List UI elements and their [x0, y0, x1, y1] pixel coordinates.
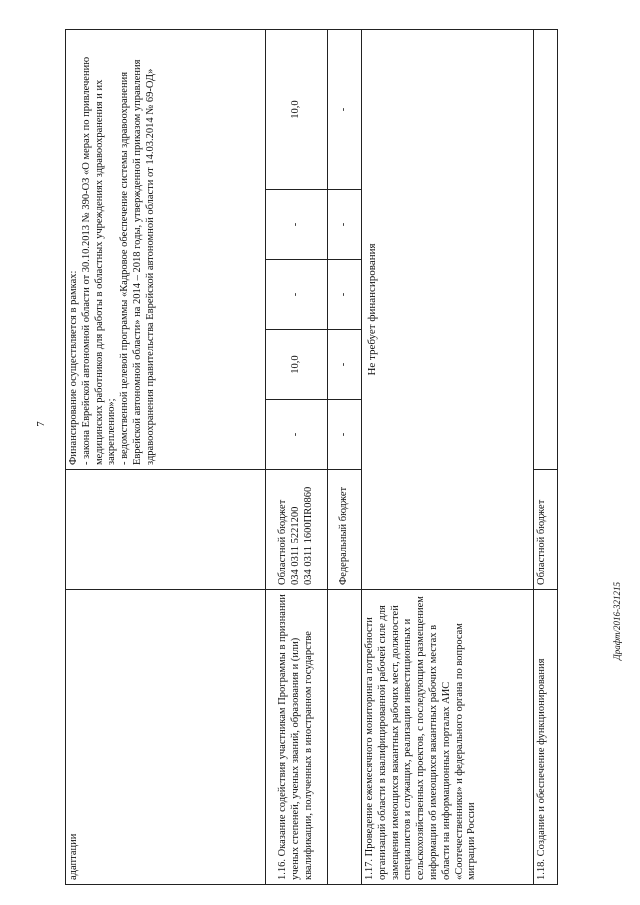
measure-cell: 1.17. Проведение ежемесячного мониторинга потребности организаций области в квалифицированной рабочей силе для замещения имеющихся вакантных рабочих мест, должностей специалистов и служащих, реализации инвестиционных и сельскохозяйственных проектов, с последующим размещением информации об имеющихся вакантных рабочих местах в области на информационных порталах АИС «Соотечественники» и федерального органа по вопросам миграции России [362, 590, 534, 885]
source-cell: Областной бюджет 034 0311 5221200 034 0311 1600ПR0860 [266, 470, 328, 590]
page-number: 7 [34, 421, 47, 427]
finance-note-cell: Не требует финансирования [362, 29, 534, 589]
value-cell: - [266, 190, 328, 260]
rotated-table-sheet [65, 30, 585, 885]
program-table [65, 29, 558, 885]
value-cell: - [328, 29, 362, 189]
table-row [266, 29, 328, 884]
value-cell: - [328, 190, 362, 260]
measure-cell: адаптации [66, 590, 266, 885]
table-row [362, 29, 534, 884]
finance-note-cell [534, 29, 558, 469]
value-cell: - [266, 260, 328, 330]
measure-cell: 1.18. Создание и обеспечение функционирования [534, 590, 558, 885]
value-cell: 10,0 [266, 29, 328, 189]
source-cell [66, 470, 266, 590]
measure-cell: 1.16. Оказание содействия участникам Программы в признании ученых степеней, ученых званий, образования и (или) квалификации, полученных в иностранном государстве [266, 590, 328, 885]
document-stamp: Драфт/2016-321215 [612, 582, 622, 660]
value-cell: - [266, 400, 328, 470]
table-row [328, 29, 362, 884]
source-cell: Областной бюджет [534, 470, 558, 590]
value-cell: - [328, 330, 362, 400]
value-cell: 10,0 [266, 330, 328, 400]
value-cell: - [328, 400, 362, 470]
measure-cell [328, 590, 362, 885]
value-cell: - [328, 260, 362, 330]
finance-note-cell: Финансирование осуществляется в рамках: - закона Еврейской автономной области от 30.10.2013 № 390-ОЗ «О мерах по привлечению медицинских работников для работы в областных учреждениях здравоохранения и их закреплению»; - ведомственной целевой программы «Кадровое обеспечение системы здравоохранения Еврейской автономной области» на 2014 – 2018 годы, утвержденной приказом управления здравоохранения правительства Еврейской автономной области от 14.03.2014 № 69-ОД» [66, 29, 266, 469]
table-row [66, 29, 266, 884]
table-row [534, 29, 558, 884]
source-cell: Федеральный бюджет [328, 470, 362, 590]
